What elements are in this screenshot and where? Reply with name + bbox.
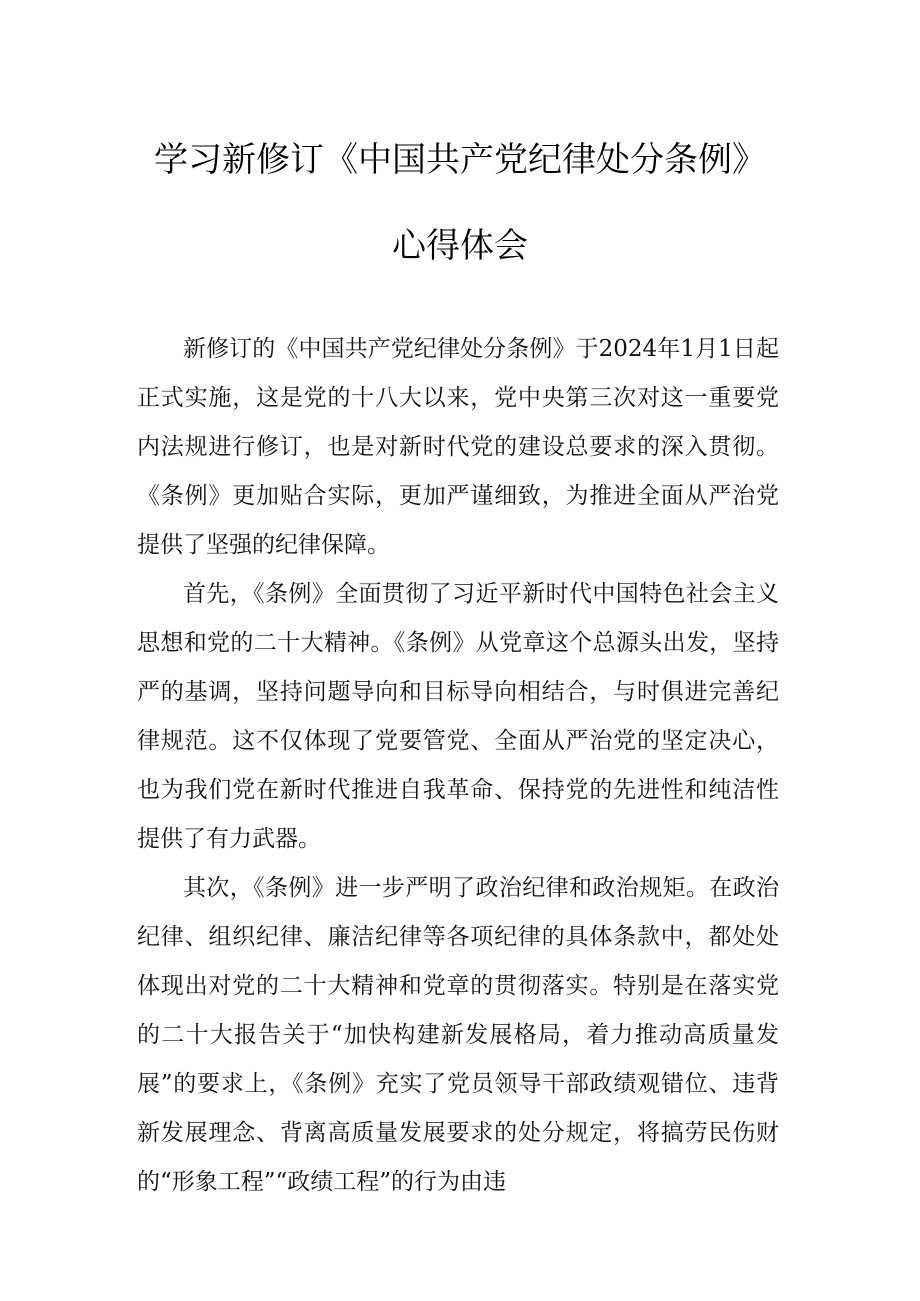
paragraph-second: 其次，《条例》进一步严明了政治纪律和政治规矩。在政治纪律、组织纪律、廉洁纪律等各项纪律的具体条款中，都处处体现出对党的二十大精神和党章的贯彻落实。特别是在落实党的二十大报告关于“加快构建新发展格局，着力推动高质量发展”的要求上，《条例》充实了党员领导干部政绩观错位、违背新发展理念、背离高质量发展要求的处分规定，将搞劳民伤财的“形象工程”“政绩工程”的行为由违 — [137, 875, 779, 1195]
paragraph-intro: 新修订的《中国共产党纪律处分条例》于2024年1月1日起正式实施，这是党的十八大以来，党中央第三次对这一重要党内法规进行修订，也是对新时代党的建设总要求的深入贯彻。《条例》更加贴合实际，更加严谨细致，为推进全面从严治党提供了坚强的纪律保障。 — [137, 336, 779, 558]
document-body — [137, 325, 779, 1207]
document-title-line-2: 心得体会 — [392, 226, 528, 266]
document-title-line-1: 学习新修订《中国共产党纪律处分条例》 — [154, 140, 766, 180]
paragraph-first: 首先，《条例》全面贯彻了习近平新时代中国特色社会主义思想和党的二十大精神。《条例》从党章这个总源头出发，坚持严的基调，坚持问题导向和目标导向相结合，与时俱进完善纪律规范。这不仅体现了党要管党、全面从严治党的坚定决心，也为我们党在新时代推进自我革命、保持党的先进性和纯洁性提供了有力武器。 — [137, 581, 779, 852]
